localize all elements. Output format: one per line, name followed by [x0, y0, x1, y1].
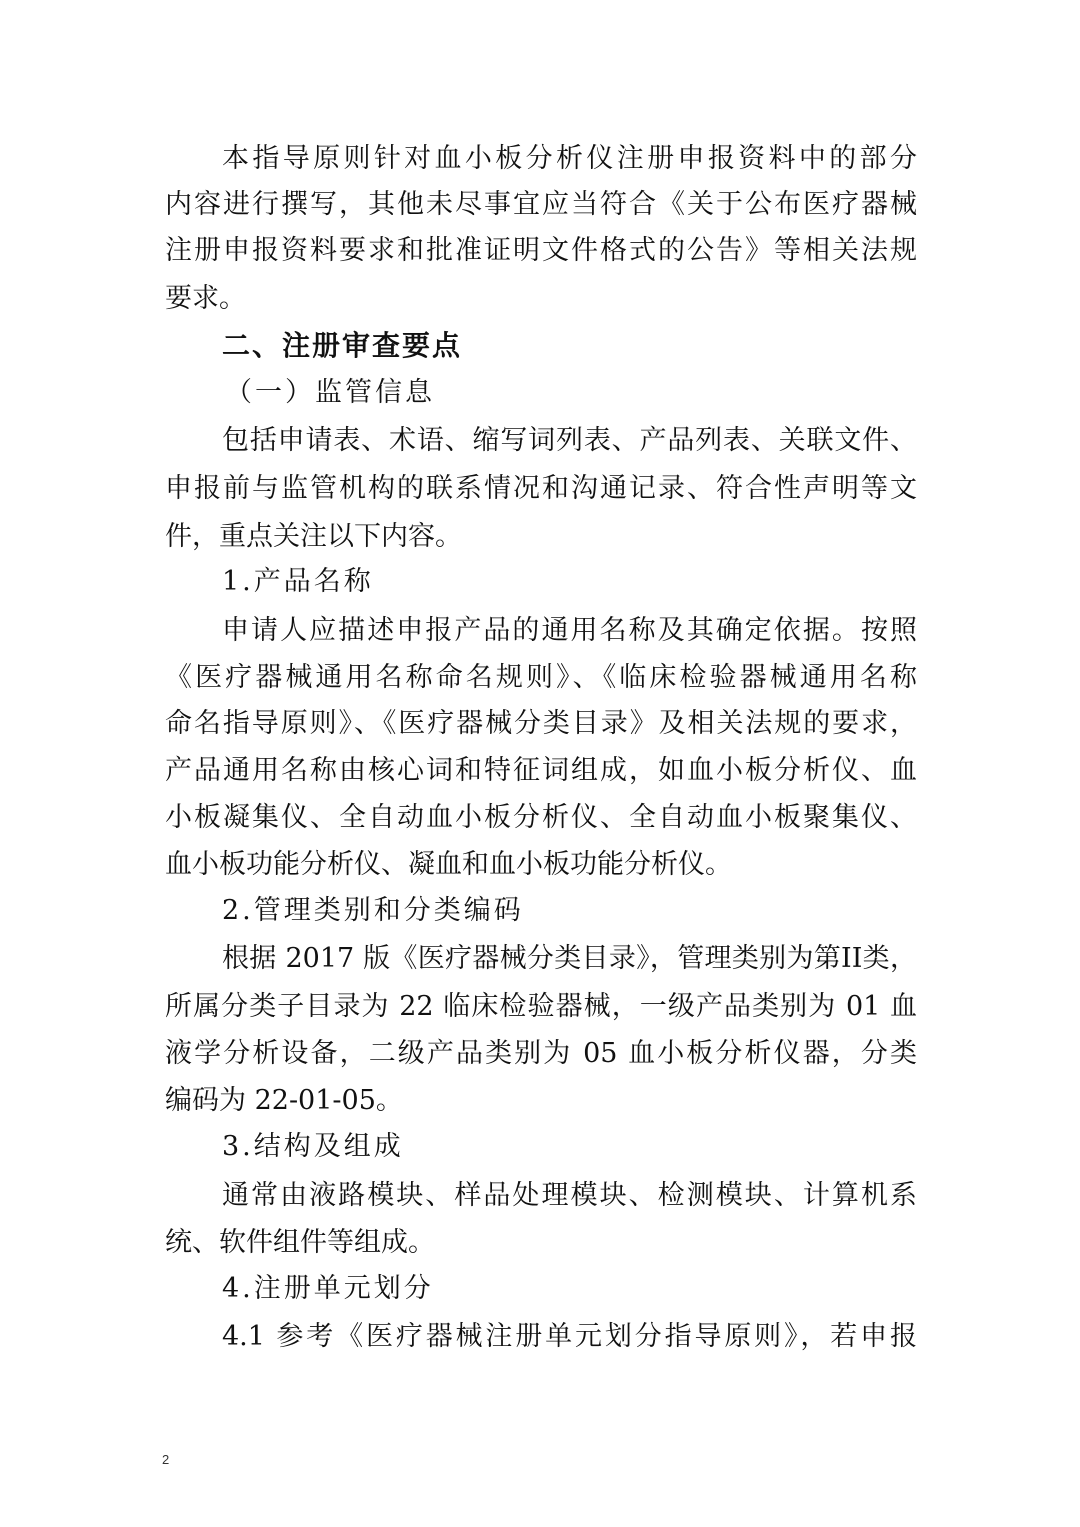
item4-line-1: 4.1 参考《医疗器械注册单元划分指导原则》，若申报	[222, 1321, 917, 1352]
item4-heading: 4.注册单元划分	[222, 1273, 434, 1304]
item1-line-6: 血小板功能分析仪、凝血和血小板功能分析仪。	[165, 849, 732, 880]
item1-heading: 1.产品名称	[222, 566, 374, 597]
item1-line-4: 产品通用名称由核心词和特征词组成，如血小板分析仪、血	[165, 755, 917, 786]
intro-line-3: 注册申报资料要求和批准证明文件格式的公告》等相关法规	[165, 235, 917, 266]
item2-line-1: 根据 2017 版《医疗器械分类目录》，管理类别为第II类，	[222, 943, 917, 974]
item2-line-2: 所属分类子目录为 22 临床检验器械，一级产品类别为 01 血	[165, 991, 917, 1022]
sub1-line-1: 包括申请表、术语、缩写词列表、产品列表、关联文件、	[222, 425, 917, 456]
intro-line-2: 内容进行撰写，其他未尽事宜应当符合《关于公布医疗器械	[165, 189, 917, 220]
subsection-heading: （一）监管信息	[225, 377, 435, 408]
page-number: 2	[162, 1452, 170, 1467]
sub1-line-2: 申报前与监管机构的联系情况和沟通记录、符合性声明等文	[165, 473, 917, 504]
intro-line-1: 本指导原则针对血小板分析仪注册申报资料中的部分	[222, 143, 917, 174]
item2-line-4: 编码为 22-01-05。	[165, 1085, 403, 1116]
item2-heading: 2.管理类别和分类编码	[222, 895, 524, 926]
item1-line-5: 小板凝集仪、全自动血小板分析仪、全自动血小板聚集仪、	[165, 802, 917, 833]
item3-heading: 3.结构及组成	[222, 1131, 404, 1162]
item2-line-3: 液学分析设备，二级产品类别为 05 血小板分析仪器，分类	[165, 1038, 917, 1069]
item3-line-2: 统、软件组件等组成。	[165, 1227, 435, 1258]
item3-line-1: 通常由液路模块、样品处理模块、检测模块、计算机系	[222, 1180, 917, 1211]
item1-line-2: 《医疗器械通用名称命名规则》、《临床检验器械通用名称	[165, 662, 917, 693]
item1-line-1: 申请人应描述申报产品的通用名称及其确定依据。按照	[222, 615, 917, 646]
section-heading: 二、注册审查要点	[222, 329, 463, 362]
item1-line-3: 命名指导原则》、《医疗器械分类目录》及相关法规的要求，	[165, 708, 917, 739]
sub1-line-3: 件，重点关注以下内容。	[165, 521, 462, 552]
intro-line-4: 要求。	[165, 283, 246, 314]
